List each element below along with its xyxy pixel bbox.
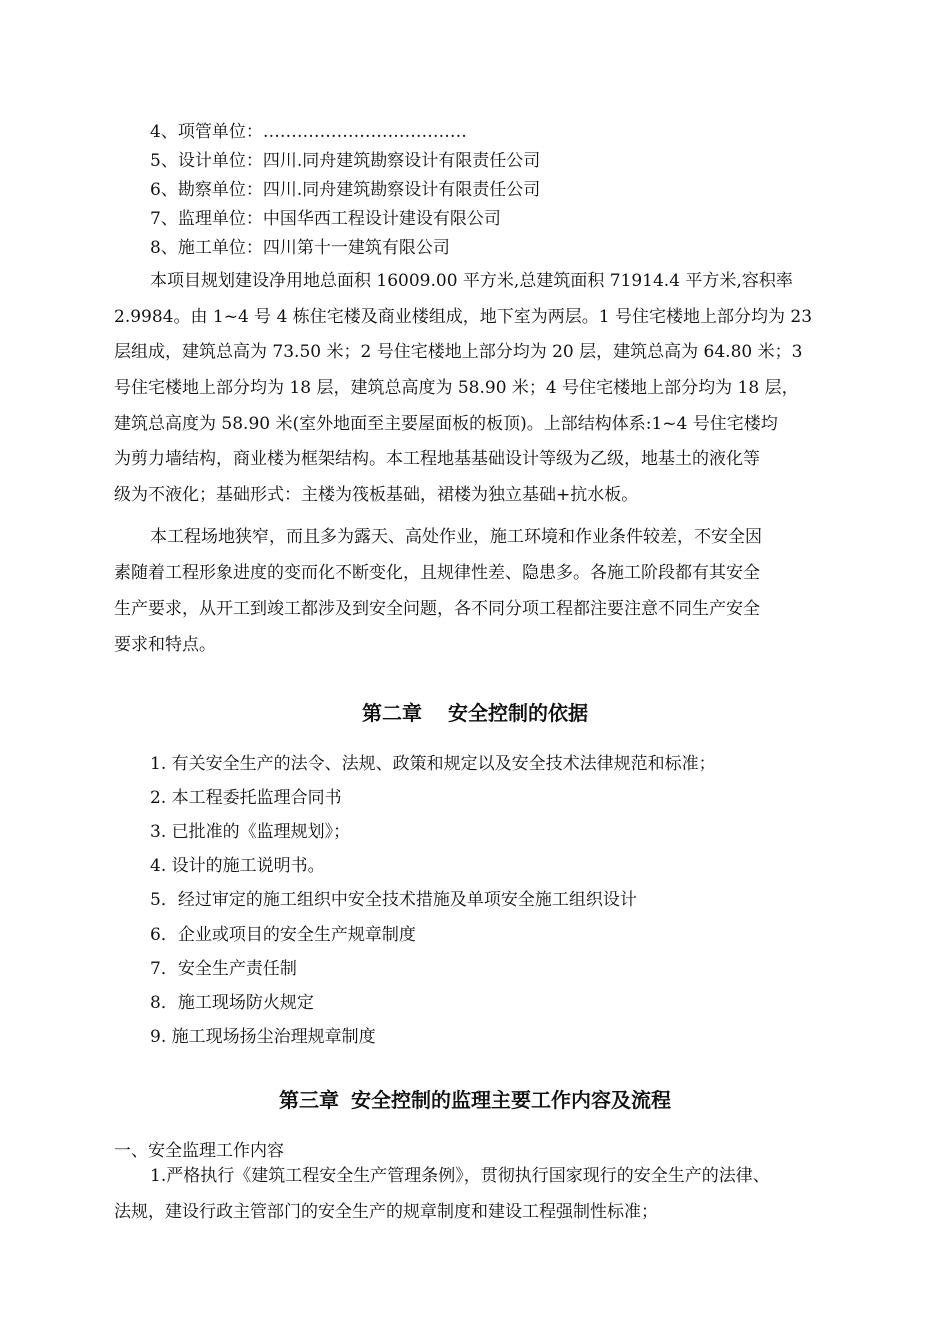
- list-item: 5．经过审定的施工组织中安全技术措施及单项安全施工组织设计: [150, 890, 637, 910]
- chapter-2-title: 安全控制的依据: [448, 701, 588, 725]
- list-item: 4. 设计的施工说明书。: [150, 856, 325, 876]
- paragraph-line: 法规，建设行政主管部门的安全生产的规章制度和建设工程强制性标准；: [114, 1202, 658, 1222]
- list-item: 1. 有关安全生产的法令、法规、政策和规定以及安全技术法律规范和标准；: [150, 754, 716, 774]
- paragraph-line: 建筑总高度为 58.90 米(室外地面至主要屋面板的板顶)。上部结构体系:1~4 号住宅楼均: [114, 414, 778, 434]
- list-item: 9. 施工现场扬尘治理规章制度: [150, 1027, 376, 1047]
- list-item: 7．安全生产责任制: [150, 959, 297, 979]
- chapter-3-title: 安全控制的监理主要工作内容及流程: [351, 1088, 671, 1112]
- unit-line-project-management: 4、项管单位：………………………………: [150, 122, 467, 142]
- section-heading: 一、安全监理工作内容: [114, 1141, 284, 1161]
- list-item: 8．施工现场防火规定: [150, 993, 314, 1013]
- paragraph-line: 1.严格执行《建筑工程安全生产管理条例》，贯彻执行国家现行的安全生产的法律、: [150, 1166, 770, 1186]
- unit-line-construction: 8、施工单位：四川第十一建筑有限公司: [150, 238, 450, 258]
- paragraph-line: 号住宅楼地上部分均为 18 层，建筑总高度为 58.90 米；4 号住宅楼地上部分均为 18 层，: [114, 378, 799, 398]
- list-item: 6．企业或项目的安全生产规章制度: [150, 925, 416, 945]
- unit-line-survey: 6、勘察单位：四川.同舟建筑勘察设计有限责任公司: [150, 180, 541, 200]
- paragraph-line: 为剪力墙结构，商业楼为框架结构。本工程地基基础设计等级为乙级，地基土的液化等: [114, 449, 760, 469]
- paragraph-line: 素随着工程形象进度的变而化不断变化，且规律性差、隐患多。各施工阶段都有其安全: [114, 563, 760, 583]
- paragraph-line: 要求和特点。: [114, 635, 216, 655]
- unit-line-design: 5、设计单位：四川.同舟建筑勘察设计有限责任公司: [150, 151, 541, 171]
- paragraph-line: 2.9984。由 1~4 号 4 栋住宅楼及商业楼组成，地下室为两层。1 号住宅楼地上部分均为 23: [114, 307, 813, 327]
- paragraph-line: 本项目规划建设净用地总面积 16009.00 平方米,总建筑面积 71914.4 平方米,容积率: [150, 271, 793, 291]
- paragraph-line: 本工程场地狭窄，而且多为露天、高处作业，施工环境和作业条件较差，不安全因: [150, 527, 762, 547]
- chapter-3-heading: [0, 1087, 950, 1113]
- chapter-2-number: 第二章: [362, 701, 422, 725]
- paragraph-line: 层组成，建筑总高为 73.50 米；2 号住宅楼地上部分均为 20 层，建筑总高为 64.80 米；3: [114, 342, 803, 362]
- paragraph-line: 生产要求，从开工到竣工都涉及到安全问题，各不同分项工程都注要注意不同生产安全: [114, 599, 760, 619]
- chapter-3-number: 第三章: [279, 1088, 339, 1112]
- unit-line-supervision: 7、监理单位：中国华西工程设计建设有限公司: [150, 209, 501, 229]
- chapter-2-heading: [0, 700, 950, 726]
- list-item: 3. 已批准的《监理规划》；: [150, 822, 351, 842]
- list-item: 2. 本工程委托监理合同书: [150, 788, 342, 808]
- paragraph-line: 级为不液化；基础形式：主楼为筏板基础，裙楼为独立基础+抗水板。: [114, 485, 639, 505]
